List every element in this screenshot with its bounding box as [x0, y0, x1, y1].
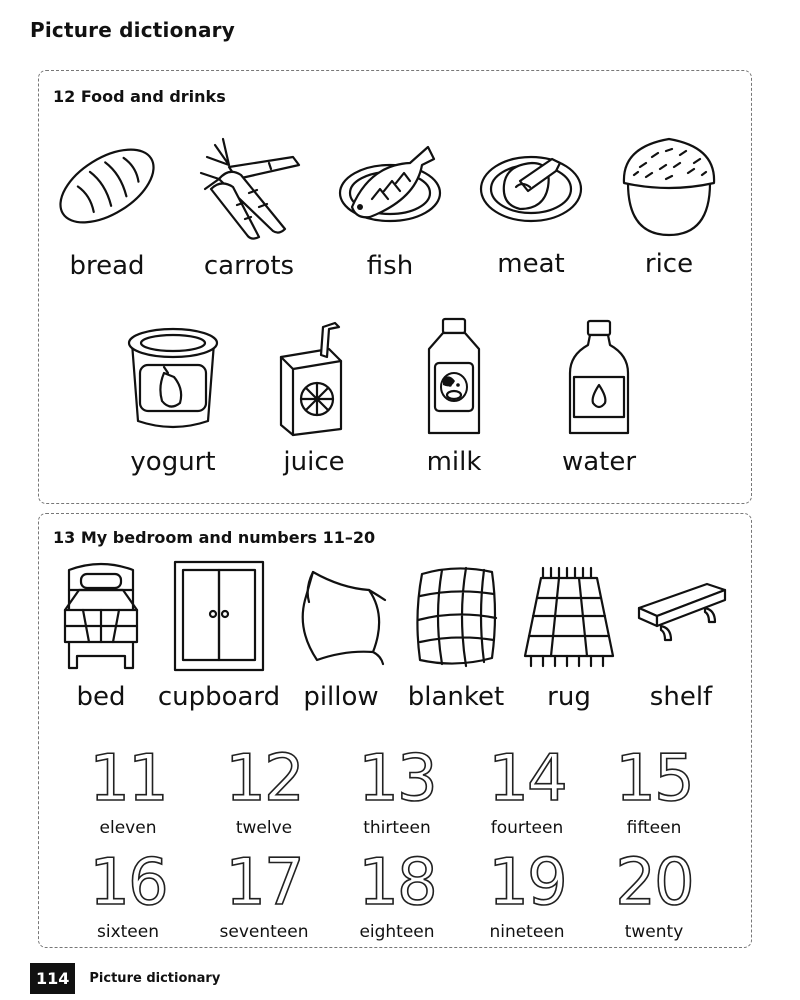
number-word: fourteen: [490, 818, 564, 838]
word-label: water: [561, 447, 637, 477]
number-word: twenty: [624, 922, 684, 942]
dictionary-item-juice: [244, 317, 384, 477]
section-title-food: 12 Food and drinks: [53, 87, 226, 106]
dictionary-item-milk: [384, 317, 524, 477]
number-item-20: [589, 846, 719, 942]
word-label: fish: [366, 251, 414, 281]
number-digits: 11: [89, 742, 167, 816]
fish-icon: [330, 129, 450, 241]
cupboard-icon: [169, 560, 269, 672]
dictionary-item-meat: [461, 129, 601, 279]
yogurt-icon: [118, 317, 228, 437]
word-label: carrots: [203, 251, 295, 281]
number-word: fifteen: [626, 818, 682, 838]
number-digits: 16: [89, 846, 167, 920]
bread-icon: [52, 131, 162, 241]
bed-icon: [53, 560, 149, 672]
page-footer: [30, 962, 220, 994]
dictionary-item-carrots: [179, 127, 319, 281]
bedroom-and-numbers-section: [38, 513, 752, 948]
number-item-14: [462, 742, 592, 838]
number-item-19: [462, 846, 592, 942]
pillow-icon: [291, 560, 391, 672]
page-number: 114: [30, 963, 75, 994]
dictionary-item-fish: [320, 129, 460, 281]
water-icon: [544, 317, 654, 437]
word-label: bread: [69, 251, 145, 281]
footer-label: Picture dictionary: [89, 970, 221, 986]
number-item-18: [332, 846, 462, 942]
number-word: eighteen: [359, 922, 435, 942]
number-item-11: [63, 742, 193, 838]
number-word: sixteen: [97, 922, 159, 942]
number-digits: 12: [225, 742, 303, 816]
word-label: bed: [76, 682, 126, 712]
word-label: rug: [547, 682, 591, 712]
word-label: milk: [426, 447, 482, 477]
carrots-icon: [189, 127, 309, 241]
number-word: nineteen: [489, 922, 565, 942]
number-item-17: [199, 846, 329, 942]
milk-icon: [399, 317, 509, 437]
number-item-12: [199, 742, 329, 838]
number-digits: 20: [615, 846, 693, 920]
word-label: shelf: [649, 682, 713, 712]
shelf-icon: [631, 560, 731, 672]
number-word: twelve: [235, 818, 293, 838]
juice-icon: [259, 317, 369, 437]
number-item-13: [332, 742, 462, 838]
number-word: seventeen: [219, 922, 309, 942]
number-digits: 18: [358, 846, 436, 920]
section-title-bedroom: 13 My bedroom and numbers 11–20: [53, 528, 376, 547]
dictionary-item-yogurt: [103, 317, 243, 477]
word-label: cupboard: [157, 682, 281, 712]
number-digits: 14: [488, 742, 566, 816]
page-title: Picture dictionary: [30, 18, 235, 42]
number-item-16: [63, 846, 193, 942]
word-label: juice: [283, 447, 345, 477]
dictionary-item-water: [529, 317, 669, 477]
word-label: meat: [497, 249, 565, 279]
number-word: eleven: [99, 818, 157, 838]
rug-icon: [519, 560, 619, 672]
word-label: yogurt: [130, 447, 216, 477]
number-word: thirteen: [363, 818, 431, 838]
food-and-drinks-section: [38, 70, 752, 504]
number-digits: 17: [225, 846, 303, 920]
dictionary-item-bread: [37, 131, 177, 281]
word-label: rice: [644, 249, 694, 279]
number-digits: 15: [615, 742, 693, 816]
number-item-15: [589, 742, 719, 838]
word-label: pillow: [303, 682, 379, 712]
word-label: blanket: [407, 682, 505, 712]
number-digits: 19: [488, 846, 566, 920]
dictionary-item-rice: [599, 127, 739, 279]
dictionary-item-shelf: [611, 560, 751, 712]
blanket-icon: [406, 560, 506, 672]
dictionary-item-cupboard: [149, 560, 289, 712]
rice-icon: [614, 127, 724, 239]
number-digits: 13: [358, 742, 436, 816]
meat-icon: [476, 129, 586, 239]
